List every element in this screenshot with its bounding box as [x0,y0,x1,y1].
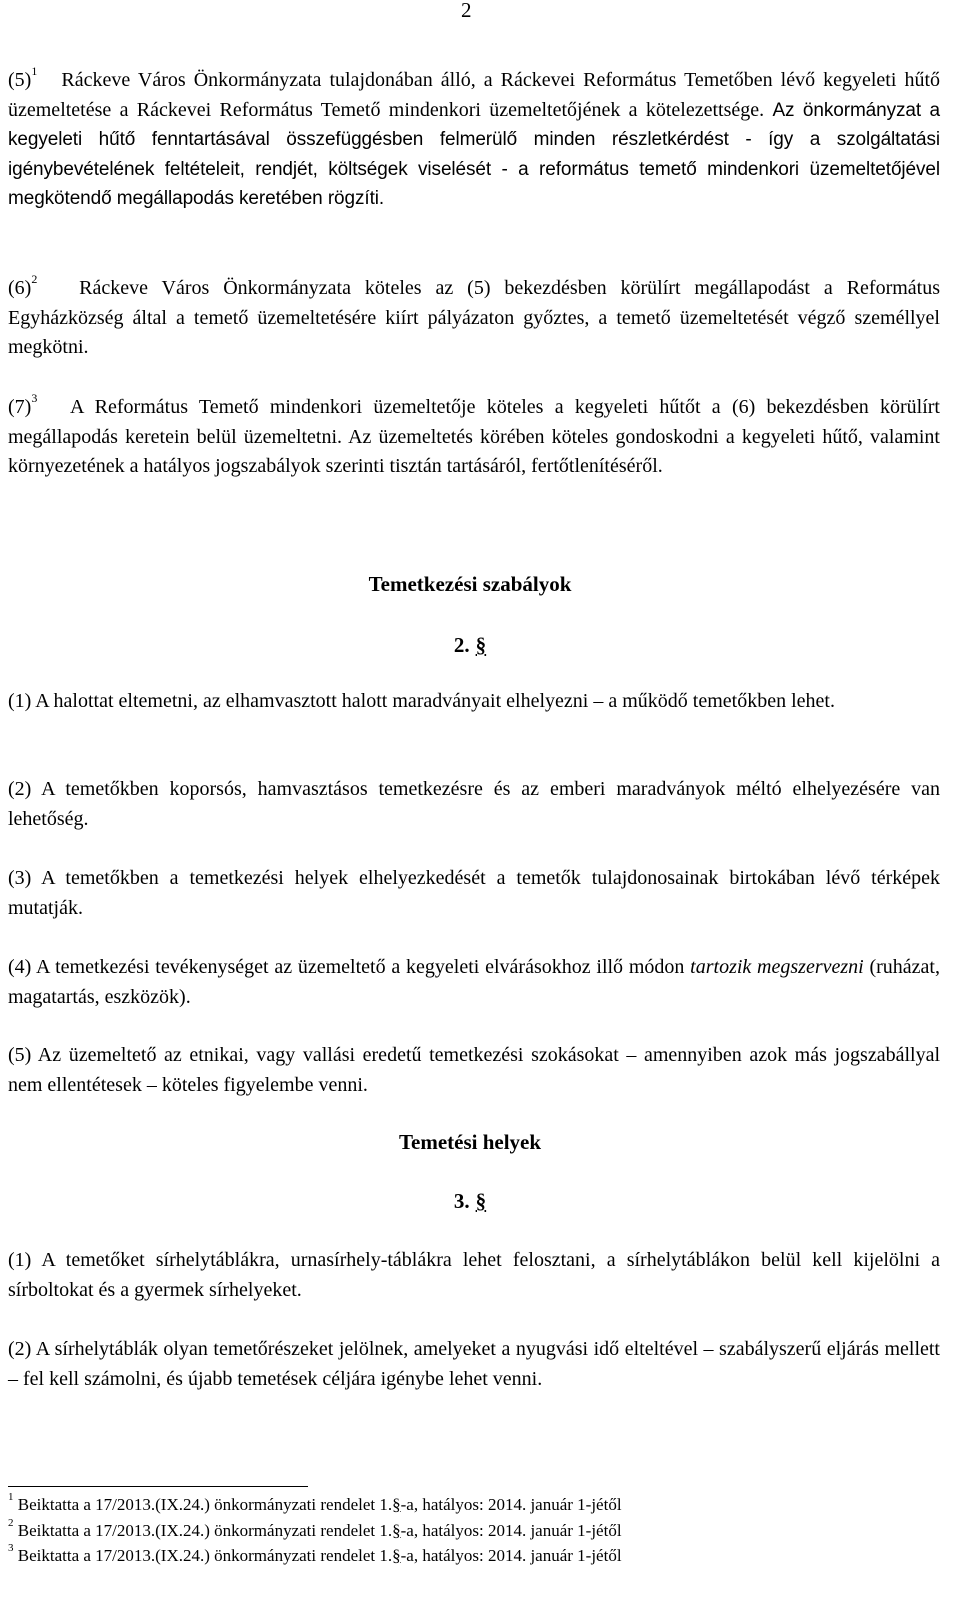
section-title: Temetési helyek [398,1130,542,1154]
paragraph-text: (4) A temetkezési tevékenységet az üzemeltető a kegyeleti elvárásokhoz illő módon [8,956,685,978]
section-number [0,1189,940,1214]
paragraph-text-sans: Az önkormányzat a kegyeleti hűtő fenntartásával összefüggésben felmerülő minden részletkérdést - így a szolgáltatási igénybevételének feltételeit, rendjét, költségek viselését - a református temető mindenkori üzemeltetőjével megkötendő megállapodás keretében rögzíti. [8,99,941,209]
section-symbol: § [475,633,487,657]
footnote-text: -a, hatályos: 2014. január 1-jétől [400,1521,622,1540]
section-title: Temetkezési szabályok [368,572,572,596]
section2-paragraph-3: (3) A temetőkben a temetkezési helyek elhelyezkedését a temetők tulajdonosainak birtokában lévő térképek mutatják. [8,867,940,919]
paragraph-6 [8,274,940,363]
paragraph-text: A Református Temető mindenkori üzemeltetője köteles a kegyeleti hűtőt a (6) bekezdésben körülírt megállapodás keretein belül üzemeltetni. Az üzemeltetés körében köteles gondoskodni a kegyeleti hűtő, valamint környezetének a hatályos jogszabályok szerinti tisztán tartásáról, fertőtlenítéséről. [8,396,940,477]
footnote-symbol: § [392,1495,401,1514]
section-symbol: § [475,1189,487,1213]
section3-paragraph-2: (2) A sírhelytáblák olyan temetőrészeket jelölnek, amelyeket a nyugvási idő elteltével – szabályszerű eljárás mellett – fel kell számolni, és újabb temetések céljára igénybe lehet venni. [8,1338,940,1390]
footnote-text: Beiktatta a 17/2013.(IX.24.) önkormányzati rendelet 1. [17,1546,393,1565]
paragraph-5 [8,66,940,214]
paragraph-text: (ruházat, magatartás, eszközök). [8,956,940,1008]
footnote-symbol: § [392,1546,401,1565]
section2-paragraph-5: (5) Az üzemeltető az etnikai, vagy vallási eredetű temetkezési szokásokat – amennyiben azok más jogszabállyal nem ellentétesek – köteles figyelembe venni. [8,1044,940,1096]
footnote-text: Beiktatta a 17/2013.(IX.24.) önkormányzati rendelet 1. [17,1521,393,1540]
paragraph-text: Ráckeve Város Önkormányzata köteles az (5) bekezdésben körülírt megállapodást a Református Egyházközség által a temető üzemeltetésére kiírt pályázaton győztes, a temető üzemeltetését végző személlyel megkötni. [8,277,941,358]
paragraph-label: (7) [8,396,32,418]
footnote-text: Beiktatta a 17/2013.(IX.24.) önkormányzati rendelet 1. [17,1495,393,1514]
section-number [0,633,940,658]
paragraph-7 [8,393,940,482]
section3-paragraph-1: (1) A temetőket sírhelytáblákra, urnasírhely-táblákra lehet felosztani, a sírhelytáblákon belül kell kijelölni a sírboltokat és a gyermek sírhelyeket. [8,1249,940,1301]
footnote-symbol: § [392,1521,401,1540]
footnote-text: -a, hatályos: 2014. január 1-jétől [400,1495,622,1514]
paragraph-label: (6) [8,277,32,299]
footnote-divider [8,1486,308,1487]
footnote [8,1517,622,1541]
section-number-text: 3. [453,1189,470,1213]
footnote-number: 2 [8,1517,14,1530]
section2-paragraph-2: (2) A temetőkben koporsós, hamvasztásos temetkezésre és az emberi maradványok méltó elhelyezésére van lehetőség. [8,778,940,830]
page-number: 2 [461,0,472,22]
footnote-text: -a, hatályos: 2014. január 1-jétől [400,1546,622,1565]
footnote-ref: 3 [31,391,38,406]
paragraph-label: (5) [8,69,32,91]
footnote [8,1491,622,1515]
paragraph-text: Ráckeve Város Önkormányzata tulajdonában álló, a Ráckevei Református Temetőben lévő kegyeleti hűtő üzemeltetése a Ráckevei Református Temető mindenkori üzemeltetőjének a kötelezettsége. [8,69,941,121]
section2-paragraph-4 [8,953,940,1012]
footnote-number: 3 [8,1542,14,1555]
footnote-number: 1 [8,1491,14,1504]
paragraph-italic-text: tartozik megszervezni [690,956,864,978]
section2-paragraph-1: (1) A halottat eltemetni, az elhamvasztott halott maradványait elhelyezni – a működő temetőkben lehet. [8,690,835,712]
footnote [8,1542,622,1566]
section-number-text: 2. [453,633,470,657]
footnote-ref: 2 [31,272,38,287]
footnote-ref: 1 [31,64,38,79]
